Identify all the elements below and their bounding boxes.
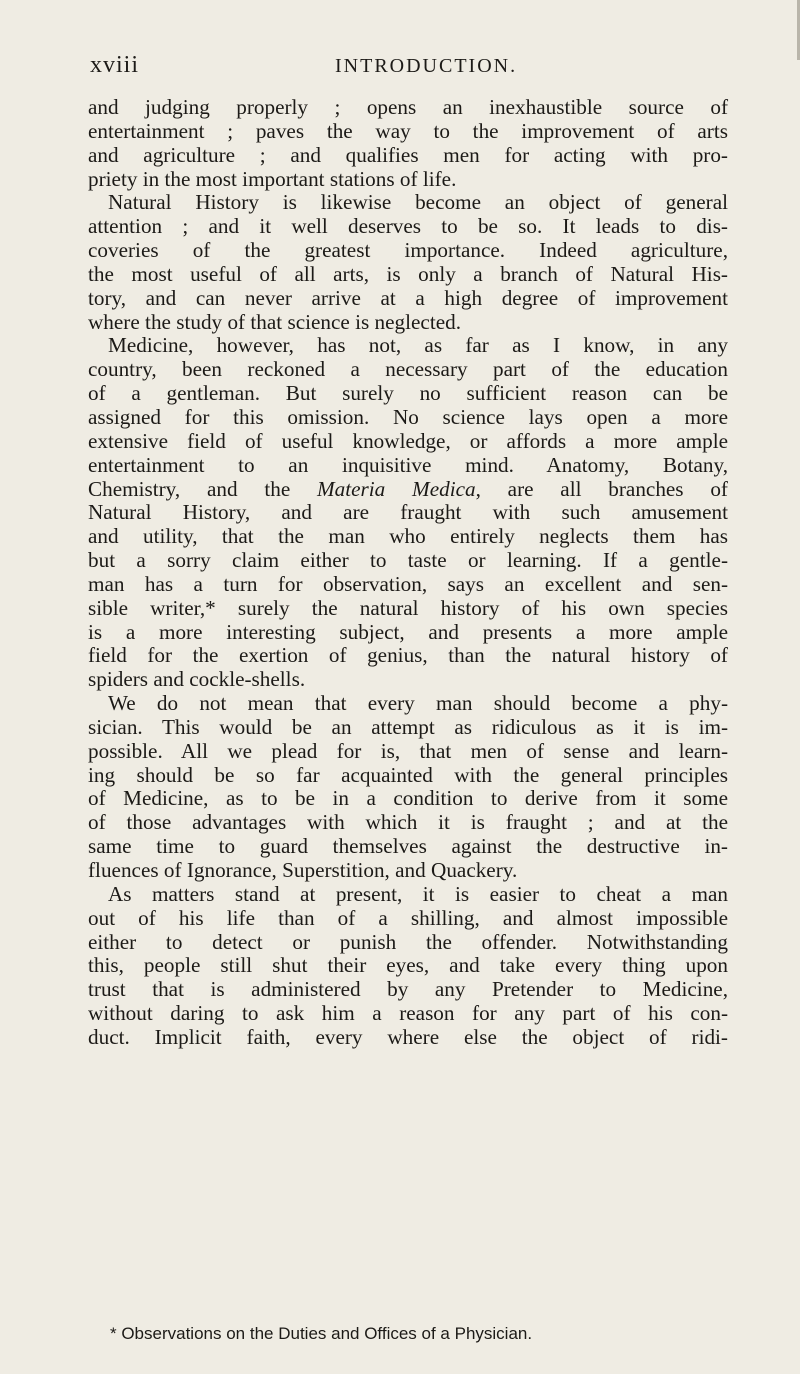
text-line: the most useful of all arts, is only a branch of Natural His- [88,261,728,286]
text-line: entertainment ; paves the way to the improvement of arts [88,118,728,143]
text-line: of Medicine, as to be in a condition to derive from it some [88,786,728,811]
page-number: xviii [90,52,140,78]
text-line: trust that is administered by any Pretender to Medicine, [88,977,728,1002]
text-line: ing should be so far acquainted with the general principles [88,762,728,787]
text-line: field for the exertion of genius, than the natural history of [88,643,728,668]
text-line: where the study of that science is neglected. [88,309,461,334]
text-line: and utility, that the man who entirely neglects them has [88,524,728,549]
text-line: spiders and cockle-shells. [88,667,306,692]
text-line: without daring to ask him a reason for any part of his con- [88,1001,728,1026]
text-line: same time to guard themselves against the destructive in- [88,834,728,859]
text-line: attention ; and it well deserves to be so. It leads to dis- [88,214,728,239]
text-line: Medicine, however, has not, as far as I know, in any [108,333,728,358]
text-line: coveries of the greatest importance. Indeed agriculture, [88,238,728,263]
body-text [88,96,728,1050]
text-line: entertainment to an inquisitive mind. Anatomy, Botany, [88,452,728,477]
text-line: priety in the most important stations of life. [88,166,457,191]
text-line: of a gentleman. But surely no sufficient reason can be [88,381,728,406]
running-head: INTRODUCTION. [335,55,518,77]
text-line: assigned for this omission. No science lays open a more [88,404,728,429]
text-line: Natural History is likewise become an object of general [108,190,728,215]
text-line: out of his life than of a shilling, and almost impossible [88,905,728,930]
page-header [90,52,730,82]
italic-term: Materia Medica [317,476,476,501]
text-line: country, been reckoned a necessary part of the education [88,357,728,382]
text-line: either to detect or punish the offender. Notwithstanding [88,929,728,954]
text-line: and judging properly ; opens an inexhaustible source of [88,95,728,119]
text-line: Chemistry, and the Materia Medica, are all branches of [88,476,728,501]
text-line: tory, and can never arrive at a high degree of improvement [88,285,728,310]
text-line: We do not mean that every man should become a phy- [108,691,728,716]
text-line: is a more interesting subject, and presents a more ample [88,619,728,644]
text-line: sible writer,* surely the natural history of his own species [88,595,728,620]
text-line: sician. This would be an attempt as ridiculous as it is im- [88,714,728,739]
text-line: fluences of Ignorance, Superstition, and Quackery. [88,858,518,882]
text-line: As matters stand at present, it is easier to cheat a man [108,881,728,906]
text-line: of those advantages with which it is fraught ; and at the [88,810,728,835]
text-line: duct. Implicit faith, every where else the object of ridi- [88,1024,728,1049]
text-line: and agriculture ; and qualifies men for acting with pro- [88,142,728,167]
footnote: * Observations on the Duties and Offices of a Physician. [110,1324,533,1343]
text-line: this, people still shut their eyes, and take every thing upon [88,953,728,978]
text-line: possible. All we plead for is, that men of sense and learn- [88,738,728,763]
text-line: but a sorry claim either to taste or learning. If a gentle- [88,548,728,573]
text-line: man has a turn for observation, says an excellent and sen- [88,571,728,596]
text-line: Natural History, and are fraught with such amusement [88,500,728,525]
text-line: extensive field of useful knowledge, or affords a more ample [88,428,728,453]
